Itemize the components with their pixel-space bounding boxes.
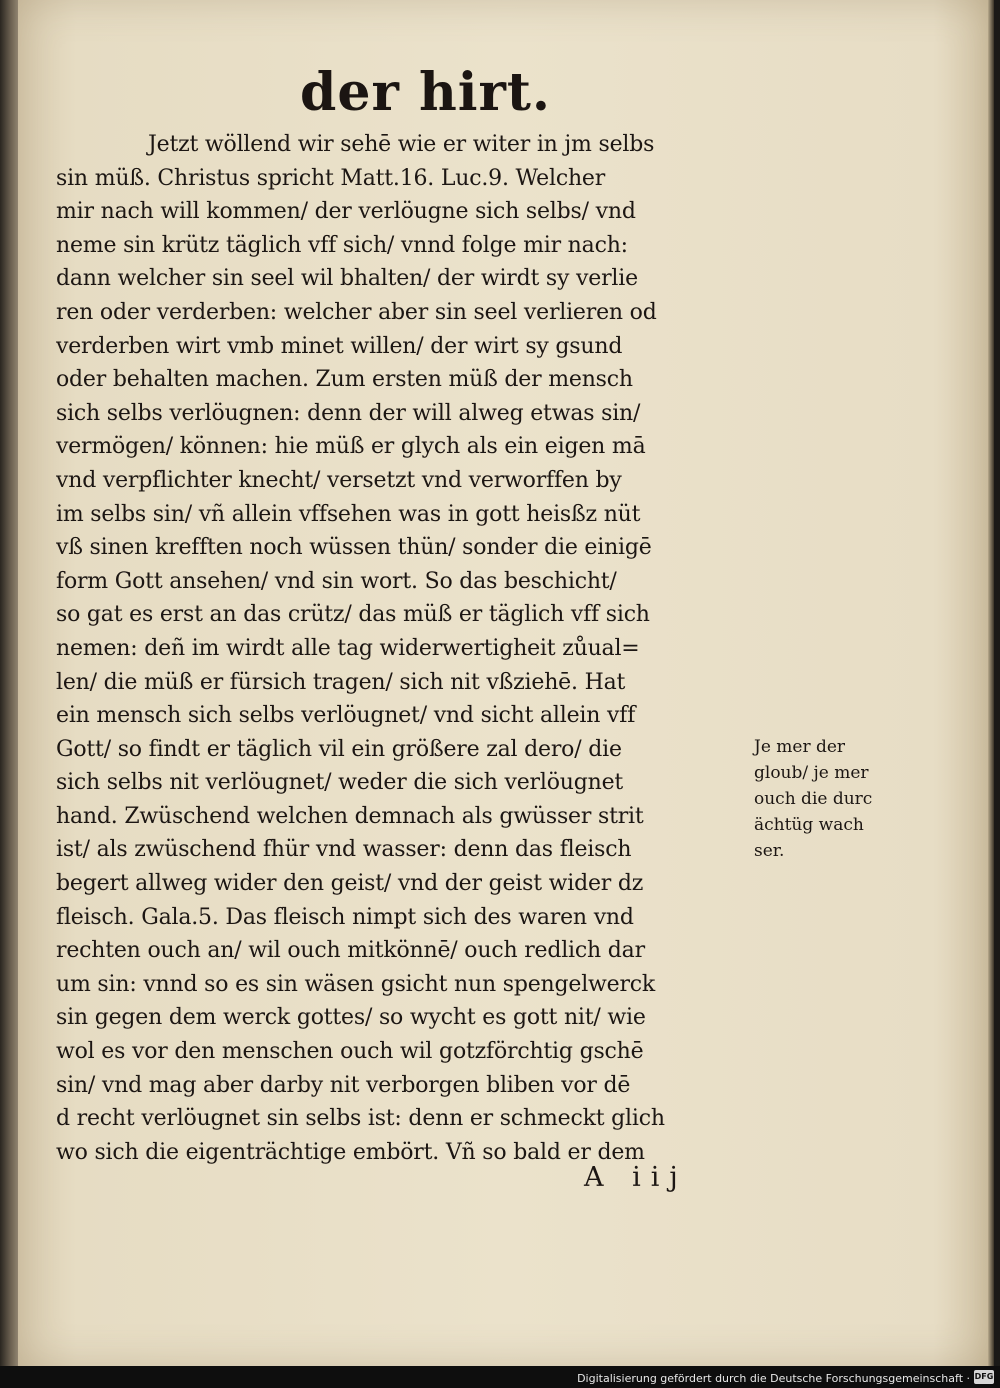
body-text — [56, 128, 756, 1169]
marginal-note — [754, 734, 904, 864]
text-line: rechten ouch an/ wil ouch mitkönnē/ ouch redlich dar — [56, 938, 645, 964]
text-line: ist/ als zwüschend fhür vnd wasser: denn das fleisch — [56, 837, 632, 863]
text-line: vß sinen krefften noch wüssen thün/ sonder die einigē — [56, 535, 652, 561]
text-line: sin/ vnd mag aber darby nit verborgen bliben vor dē — [56, 1072, 631, 1098]
text-line: vermögen/ können: hie müß er glych als ein eigen mā — [56, 434, 646, 460]
marginal-note-line: ächtüg wach — [754, 815, 864, 835]
signature-mark: A iij — [584, 1162, 688, 1193]
text-line: wo sich die eigenträchtige embört. Vñ so bald er dem — [56, 1139, 645, 1165]
text-line: ren oder verderben: welcher aber sin seel verlieren od — [56, 299, 657, 325]
text-line: mir nach will kommen/ der verlöugne sich selbs/ vnd — [56, 199, 636, 225]
text-line: begert allweg wider den geist/ vnd der geist wider dz — [56, 871, 644, 897]
marginal-note-line: Je mer der — [754, 737, 846, 757]
text-line: form Gott ansehen/ vnd sin wort. So das beschicht/ — [56, 568, 617, 594]
text-line: d recht verlöugnet sin selbs ist: denn er schmeckt glich — [56, 1106, 665, 1132]
footer-bar — [0, 1366, 1000, 1388]
text-line: sin gegen dem werck gottes/ so wycht es gott nit/ wie — [56, 1005, 646, 1031]
text-line: so gat es erst an das crütz/ das müß er täglich vff sich — [56, 602, 650, 628]
footer-credit: Digitalisierung gefördert durch die Deutsche Forschungsgemeinschaft · — [577, 1372, 970, 1385]
text-line: nemen: deñ im wirdt alle tag widerwertigheit zůual= — [56, 635, 640, 661]
text-line: verderben wirt vmb minet willen/ der wirt sy gsund — [56, 333, 623, 359]
text-line: Gott/ so findt er täglich vil ein größere zal dero/ die — [56, 736, 622, 762]
running-title: der hirt. — [300, 62, 552, 123]
text-line: vnd verpflichter knecht/ versetzt vnd verworffen by — [56, 467, 622, 493]
text-line: neme sin krütz täglich vff sich/ vnnd folge mir nach: — [56, 232, 628, 258]
text-line: len/ die müß er fürsich tragen/ sich nit vßziehē. Hat — [56, 669, 626, 695]
text-line: sin müß. Christus spricht Matt.16. Luc.9. Welcher — [56, 165, 606, 191]
text-line: ein mensch sich selbs verlöugnet/ vnd sicht allein vff — [56, 703, 636, 729]
text-line: sich selbs nit verlöugnet/ weder die sich verlöugnet — [56, 770, 624, 796]
text-line: fleisch. Gala.5. Das fleisch nimpt sich des waren vnd — [56, 904, 634, 930]
marginal-note-line: ser. — [754, 841, 785, 861]
text-line: oder behalten machen. Zum ersten müß der mensch — [56, 367, 633, 393]
text-line: im selbs sin/ vñ allein vffsehen was in gott heisßz nüt — [56, 501, 641, 527]
text-line: wol es vor den menschen ouch wil gotzförchtig gschē — [56, 1039, 644, 1065]
text-line: um sin: vnnd so es sin wäsen gsicht nun spengelwerck — [56, 971, 656, 997]
text-line: Jetzt wöllend wir sehē wie er witer in jm selbs — [148, 132, 655, 157]
text-line: hand. Zwüschend welchen demnach als gwüsser strit — [56, 803, 644, 829]
text-line: dann welcher sin seel wil bhalten/ der wirdt sy verlie — [56, 266, 638, 292]
marginal-note-line: gloub/ je mer — [754, 763, 869, 783]
marginal-note-line: ouch die durc — [754, 789, 873, 809]
text-line: sich selbs verlöugnen: denn der will alweg etwas sin/ — [56, 400, 641, 426]
dfg-logo: DFG — [974, 1370, 994, 1384]
page-right-edge — [988, 0, 994, 1366]
book-page — [18, 0, 992, 1366]
